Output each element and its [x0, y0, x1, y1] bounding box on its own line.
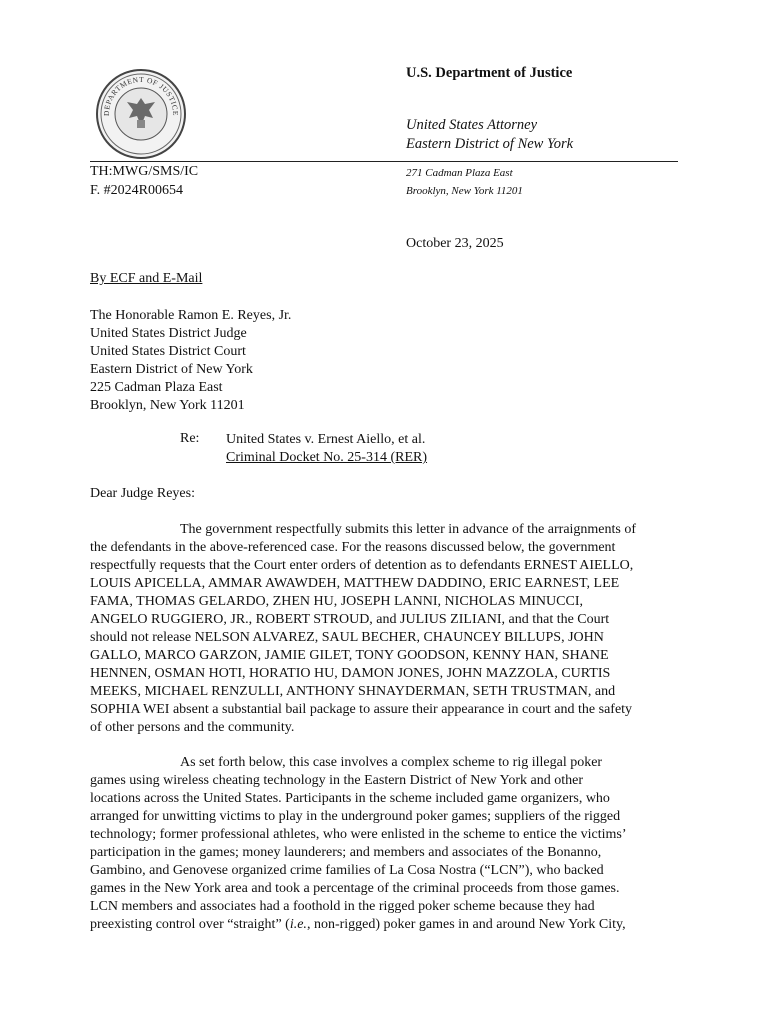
text-run: preexisting control over “straight” (: [90, 917, 290, 932]
docket-number: Criminal Docket No. 25-314 (RER): [226, 450, 428, 465]
paragraph-line: the defendants in the above-referenced case. For the reasons discussed below, the government: [90, 540, 616, 555]
office-line-1: United States Attorney: [406, 117, 538, 133]
paragraph-line: Gambino, and Genovese organized crime families of La Cosa Nostra (“LCN”), who backed: [90, 863, 604, 878]
paragraph-line: As set forth below, this case involves a complex scheme to rig illegal poker: [180, 755, 603, 770]
paragraph-line: technology; former professional athletes, who were enlisted in the scheme to entice the victims’: [90, 827, 627, 842]
office-line-2: Eastern District of New York: [406, 136, 574, 152]
doj-seal-icon: [95, 68, 187, 160]
department-title: U.S. Department of Justice: [406, 65, 573, 81]
paragraph-line: games using wireless cheating technology in the Eastern District of New York and other: [90, 773, 584, 788]
paragraph-line: of other persons and the community.: [90, 720, 295, 735]
re-label: Re:: [180, 431, 200, 446]
reference-initials: TH:MWG/SMS/IC: [90, 164, 199, 179]
seal-text: DEPARTMENT OF JUSTICE: [101, 74, 181, 117]
recipient-address: [90, 307, 291, 415]
body-paragraph-2: [90, 754, 678, 934]
delivery-method: By ECF and E-Mail: [90, 271, 203, 286]
re-subject: [226, 431, 427, 467]
paragraph-line: SOPHIA WEI absent a substantial bail package to assure their appearance in court and the safety: [90, 702, 633, 717]
case-caption: United States v. Ernest Aiello, et al.: [226, 432, 426, 447]
office-address-line-2: Brooklyn, New York 11201: [406, 185, 523, 197]
text-run-italic: i.e.: [289, 917, 307, 932]
text-run: , non-rigged) poker games in and around New York City,: [306, 917, 626, 932]
paragraph-line-last: [90, 916, 678, 934]
body-paragraph-1: [90, 521, 678, 737]
file-number: F. #2024R00654: [90, 183, 184, 198]
recipient-line: Eastern District of New York: [90, 362, 253, 377]
paragraph-line: respectfully requests that the Court enter orders of detention as to defendants ERNEST AIELLO,: [90, 558, 634, 573]
header-divider: [90, 161, 678, 162]
paragraph-line: FAMA, THOMAS GELARDO, ZHEN HU, JOSEPH LANNI, NICHOLAS MINUCCI,: [90, 594, 583, 609]
recipient-line: Brooklyn, New York 11201: [90, 398, 245, 413]
paragraph-line: locations across the United States. Participants in the scheme included game organizers, who: [90, 791, 610, 806]
paragraph-line: should not release NELSON ALVAREZ, SAUL BECHER, CHAUNCEY BILLUPS, JOHN: [90, 630, 604, 645]
paragraph-line: arranged for unwitting victims to play in the underground poker games; suppliers of the rigged: [90, 809, 621, 824]
paragraph-line: ANGELO RUGGIERO, JR., ROBERT STROUD, and JULIUS ZILIANI, and that the Court: [90, 612, 610, 627]
paragraph-line: LCN members and associates had a foothold in the rigged poker scheme because they had: [90, 899, 595, 914]
recipient-line: United States District Judge: [90, 326, 247, 341]
recipient-line: United States District Court: [90, 344, 246, 359]
recipient-line: The Honorable Ramon E. Reyes, Jr.: [90, 308, 292, 323]
paragraph-line: participation in the games; money launderers; and members and associates of the Bonanno,: [90, 845, 602, 860]
letter-date: October 23, 2025: [406, 236, 504, 251]
salutation: Dear Judge Reyes:: [90, 486, 195, 501]
recipient-line: 225 Cadman Plaza East: [90, 380, 223, 395]
paragraph-line: The government respectfully submits this letter in advance of the arraignments of: [180, 522, 637, 537]
paragraph-line: games in the New York area and took a percentage of the criminal proceeds from those games.: [90, 881, 620, 896]
paragraph-line: HENNEN, OSMAN HOTI, HORATIO HU, DAMON JONES, JOHN MAZZOLA, CURTIS: [90, 666, 611, 681]
paragraph-line: GALLO, MARCO GARZON, JAMIE GILET, TONY GOODSON, KENNY HAN, SHANE: [90, 648, 609, 663]
paragraph-line: LOUIS APICELLA, AMMAR AWAWDEH, MATTHEW DADDINO, ERIC EARNEST, LEE: [90, 576, 620, 591]
office-address-line-1: 271 Cadman Plaza East: [406, 167, 513, 179]
paragraph-line: MEEKS, MICHAEL RENZULLI, ANTHONY SHNAYDERMAN, SETH TRUSTMAN, and: [90, 684, 616, 699]
